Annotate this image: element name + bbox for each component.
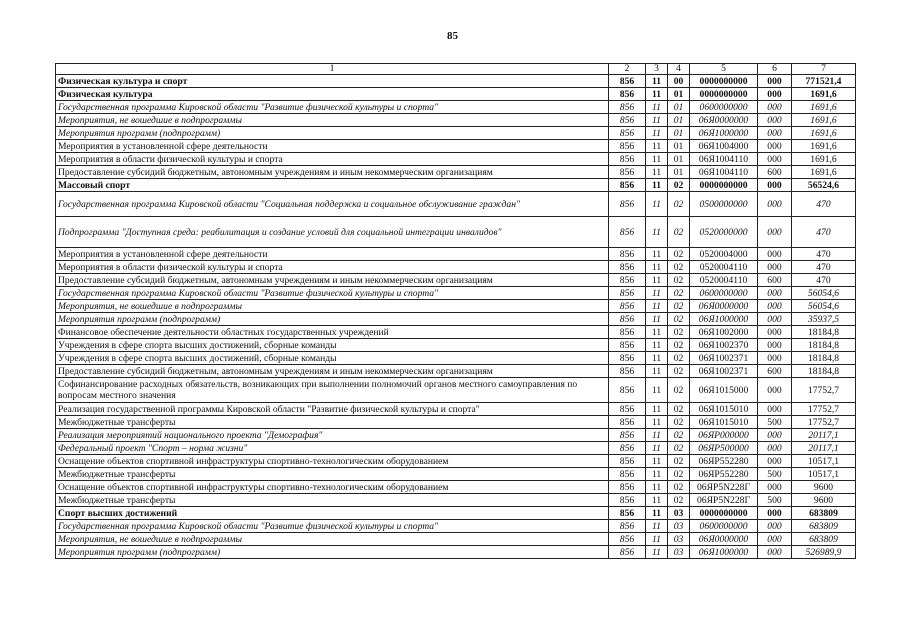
row-value-cell: 02 [668, 313, 690, 326]
row-value-cell: 470 [792, 274, 856, 287]
row-value-cell: 000 [758, 326, 792, 339]
row-name-cell: Учреждения в сфере спорта высших достижений, сборные команды [56, 339, 609, 352]
table-row [56, 287, 856, 300]
row-value-cell: 17752,7 [792, 378, 856, 403]
row-name-cell: Государственная программа Кировской области "Развитие физической культуры и спорта" [56, 101, 609, 114]
row-value-cell: 000 [758, 114, 792, 127]
row-value-cell: 000 [758, 140, 792, 153]
row-value-cell: 000 [758, 378, 792, 403]
row-value-cell: 000 [758, 127, 792, 140]
row-value-cell: 18184,8 [792, 339, 856, 352]
table-row [56, 520, 856, 533]
row-value-cell: 856 [609, 455, 646, 468]
row-value-cell: 856 [609, 468, 646, 481]
row-value-cell: 06Я0000000 [690, 114, 758, 127]
row-value-cell: 0520000000 [690, 217, 758, 248]
row-value-cell: 02 [668, 274, 690, 287]
table-row [56, 75, 856, 88]
row-value-cell: 01 [668, 88, 690, 101]
row-value-cell: 02 [668, 416, 690, 429]
row-value-cell: 000 [758, 481, 792, 494]
row-value-cell: 06Я1015010 [690, 403, 758, 416]
row-value-cell: 02 [668, 365, 690, 378]
row-value-cell: 10517,1 [792, 455, 856, 468]
row-name-cell: Межбюджетные трансферты [56, 416, 609, 429]
row-value-cell: 06Я1002371 [690, 352, 758, 365]
row-value-cell: 500 [758, 416, 792, 429]
row-value-cell: 01 [668, 114, 690, 127]
table-row [56, 326, 856, 339]
row-value-cell: 856 [609, 546, 646, 559]
row-value-cell: 02 [668, 378, 690, 403]
row-value-cell: 0600000000 [690, 101, 758, 114]
row-value-cell: 02 [668, 403, 690, 416]
row-value-cell: 470 [792, 248, 856, 261]
row-value-cell: 11 [646, 192, 668, 217]
row-value-cell: 856 [609, 365, 646, 378]
row-value-cell: 11 [646, 378, 668, 403]
table-row [56, 179, 856, 192]
row-value-cell: 11 [646, 153, 668, 166]
row-value-cell: 01 [668, 101, 690, 114]
row-value-cell: 06Я1004000 [690, 140, 758, 153]
row-value-cell: 856 [609, 217, 646, 248]
row-value-cell: 18184,8 [792, 365, 856, 378]
row-value-cell: 06ЯР552280 [690, 455, 758, 468]
row-value-cell: 02 [668, 339, 690, 352]
row-value-cell: 02 [668, 326, 690, 339]
row-value-cell: 06Я1015000 [690, 378, 758, 403]
row-value-cell: 11 [646, 416, 668, 429]
row-value-cell: 56054,6 [792, 287, 856, 300]
row-value-cell: 856 [609, 442, 646, 455]
row-name-cell: Реализация государственной программы Кировской области "Развитие физической культуры и спорта" [56, 403, 609, 416]
row-value-cell: 683809 [792, 507, 856, 520]
row-value-cell: 856 [609, 192, 646, 217]
row-value-cell: 856 [609, 127, 646, 140]
row-name-cell: Мероприятия в области физической культуры и спорта [56, 261, 609, 274]
row-value-cell: 000 [758, 507, 792, 520]
row-value-cell: 02 [668, 352, 690, 365]
row-value-cell: 470 [792, 192, 856, 217]
row-value-cell: 11 [646, 533, 668, 546]
row-value-cell: 06Я1004110 [690, 166, 758, 179]
row-value-cell: 000 [758, 429, 792, 442]
row-value-cell: 856 [609, 274, 646, 287]
row-name-cell: Мероприятия в установленной сфере деятельности [56, 140, 609, 153]
row-value-cell: 01 [668, 153, 690, 166]
row-value-cell: 02 [668, 300, 690, 313]
row-value-cell: 856 [609, 248, 646, 261]
row-value-cell: 01 [668, 140, 690, 153]
row-value-cell: 856 [609, 507, 646, 520]
row-value-cell: 856 [609, 179, 646, 192]
table-row [56, 217, 856, 248]
column-header: 2 [609, 64, 646, 75]
row-value-cell: 0000000000 [690, 88, 758, 101]
row-value-cell: 000 [758, 261, 792, 274]
table-row [56, 442, 856, 455]
row-value-cell: 500 [758, 468, 792, 481]
row-value-cell: 02 [668, 481, 690, 494]
row-value-cell: 02 [668, 287, 690, 300]
row-value-cell: 03 [668, 546, 690, 559]
row-value-cell: 17752,7 [792, 403, 856, 416]
row-value-cell: 600 [758, 365, 792, 378]
row-value-cell: 0000000000 [690, 179, 758, 192]
row-value-cell: 0520004110 [690, 274, 758, 287]
row-value-cell: 600 [758, 166, 792, 179]
row-value-cell: 856 [609, 429, 646, 442]
column-header: 4 [668, 64, 690, 75]
row-value-cell: 856 [609, 520, 646, 533]
table-row [56, 114, 856, 127]
row-value-cell: 856 [609, 101, 646, 114]
table-row [56, 365, 856, 378]
row-value-cell: 11 [646, 546, 668, 559]
row-value-cell: 000 [758, 352, 792, 365]
row-value-cell: 03 [668, 507, 690, 520]
row-value-cell: 02 [668, 494, 690, 507]
row-value-cell: 0000000000 [690, 75, 758, 88]
row-value-cell: 03 [668, 533, 690, 546]
row-value-cell: 02 [668, 248, 690, 261]
row-value-cell: 1691,6 [792, 153, 856, 166]
table-row [56, 248, 856, 261]
table-row [56, 166, 856, 179]
table-row [56, 416, 856, 429]
row-value-cell: 000 [758, 179, 792, 192]
row-value-cell: 856 [609, 494, 646, 507]
row-value-cell: 600 [758, 274, 792, 287]
row-value-cell: 000 [758, 153, 792, 166]
row-value-cell: 856 [609, 261, 646, 274]
row-value-cell: 11 [646, 101, 668, 114]
row-value-cell: 11 [646, 274, 668, 287]
row-value-cell: 06Я1000000 [690, 127, 758, 140]
row-name-cell: Мероприятия в области физической культуры и спорта [56, 153, 609, 166]
row-value-cell: 0500000000 [690, 192, 758, 217]
row-value-cell: 11 [646, 494, 668, 507]
table-row [56, 378, 856, 403]
table-row [56, 455, 856, 468]
row-value-cell: 1691,6 [792, 140, 856, 153]
row-value-cell: 18184,8 [792, 326, 856, 339]
row-name-cell: Мероприятия, не вошедшие в подпрограммы [56, 114, 609, 127]
row-value-cell: 02 [668, 442, 690, 455]
row-name-cell: Спорт высших достижений [56, 507, 609, 520]
row-name-cell: Физическая культура и спорт [56, 75, 609, 88]
row-value-cell: 11 [646, 326, 668, 339]
row-value-cell: 06ЯР5N228Г [690, 481, 758, 494]
table-row [56, 274, 856, 287]
table-row [56, 352, 856, 365]
page-number: 85 [447, 30, 458, 42]
table-row [56, 101, 856, 114]
row-value-cell: 856 [609, 339, 646, 352]
row-value-cell: 856 [609, 75, 646, 88]
table-body [56, 75, 856, 559]
row-value-cell: 06Я1000000 [690, 313, 758, 326]
row-value-cell: 56054,6 [792, 300, 856, 313]
row-value-cell: 02 [668, 217, 690, 248]
row-value-cell: 0000000000 [690, 507, 758, 520]
row-value-cell: 856 [609, 533, 646, 546]
row-value-cell: 01 [668, 127, 690, 140]
row-value-cell: 11 [646, 88, 668, 101]
row-value-cell: 10517,1 [792, 468, 856, 481]
row-value-cell: 06ЯР500000 [690, 442, 758, 455]
row-value-cell: 856 [609, 300, 646, 313]
row-value-cell: 000 [758, 533, 792, 546]
row-value-cell: 771521,4 [792, 75, 856, 88]
row-value-cell: 02 [668, 192, 690, 217]
row-name-cell: Государственная программа Кировской области "Развитие физической культуры и спорта" [56, 287, 609, 300]
row-value-cell: 06Я1000000 [690, 546, 758, 559]
column-header: 5 [690, 64, 758, 75]
row-value-cell: 1691,6 [792, 101, 856, 114]
row-value-cell: 9600 [792, 494, 856, 507]
row-name-cell: Мероприятия программ (подпрограмм) [56, 546, 609, 559]
table-row [56, 261, 856, 274]
row-name-cell: Межбюджетные трансферты [56, 494, 609, 507]
row-value-cell: 000 [758, 217, 792, 248]
row-value-cell: 11 [646, 287, 668, 300]
row-value-cell: 06Я1002371 [690, 365, 758, 378]
row-value-cell: 856 [609, 403, 646, 416]
row-value-cell: 11 [646, 140, 668, 153]
row-value-cell: 000 [758, 455, 792, 468]
row-value-cell: 11 [646, 468, 668, 481]
row-value-cell: 856 [609, 313, 646, 326]
row-value-cell: 000 [758, 192, 792, 217]
row-name-cell: Мероприятия, не вошедшие в подпрограммы [56, 300, 609, 313]
row-name-cell: Физическая культура [56, 88, 609, 101]
row-value-cell: 1691,6 [792, 127, 856, 140]
row-value-cell: 000 [758, 75, 792, 88]
row-value-cell: 11 [646, 248, 668, 261]
row-value-cell: 000 [758, 546, 792, 559]
row-value-cell: 856 [609, 166, 646, 179]
table-row [56, 468, 856, 481]
table-row [56, 127, 856, 140]
row-value-cell: 683809 [792, 533, 856, 546]
row-name-cell: Финансовое обеспечение деятельности областных государственных учреждений [56, 326, 609, 339]
row-value-cell: 856 [609, 287, 646, 300]
row-value-cell: 470 [792, 217, 856, 248]
table-row [56, 339, 856, 352]
row-name-cell: Массовый спорт [56, 179, 609, 192]
row-name-cell: Государственная программа Кировской области "Развитие физической культуры и спорта" [56, 520, 609, 533]
table-row [56, 153, 856, 166]
row-value-cell: 1691,6 [792, 166, 856, 179]
row-value-cell: 11 [646, 455, 668, 468]
row-name-cell: Мероприятия, не вошедшие в подпрограммы [56, 533, 609, 546]
row-value-cell: 11 [646, 365, 668, 378]
row-name-cell: Предоставление субсидий бюджетным, автономным учреждениям и иным некоммерческим организациям [56, 274, 609, 287]
row-value-cell: 06Я0000000 [690, 533, 758, 546]
row-name-cell: Реализация мероприятий национального проекта "Демография" [56, 429, 609, 442]
row-value-cell: 06Я1002000 [690, 326, 758, 339]
row-value-cell: 856 [609, 140, 646, 153]
table-row [56, 313, 856, 326]
row-value-cell: 9600 [792, 481, 856, 494]
row-value-cell: 000 [758, 300, 792, 313]
row-value-cell: 06Я1004110 [690, 153, 758, 166]
row-value-cell: 18184,8 [792, 352, 856, 365]
row-value-cell: 11 [646, 481, 668, 494]
row-value-cell: 01 [668, 166, 690, 179]
row-value-cell: 06Я0000000 [690, 300, 758, 313]
table-row [56, 88, 856, 101]
row-value-cell: 02 [668, 179, 690, 192]
row-name-cell: Государственная программа Кировской области "Социальная поддержка и социальное обслуживание граждан" [56, 192, 609, 217]
row-value-cell: 06ЯР000000 [690, 429, 758, 442]
row-value-cell: 11 [646, 520, 668, 533]
row-value-cell: 0600000000 [690, 520, 758, 533]
budget-table [55, 63, 856, 559]
row-value-cell: 000 [758, 403, 792, 416]
row-value-cell: 35937,5 [792, 313, 856, 326]
row-value-cell: 11 [646, 352, 668, 365]
row-value-cell: 1691,6 [792, 88, 856, 101]
table-row [56, 507, 856, 520]
row-name-cell: Учреждения в сфере спорта высших достижений, сборные команды [56, 352, 609, 365]
row-value-cell: 06ЯР5N228Г [690, 494, 758, 507]
row-value-cell: 000 [758, 101, 792, 114]
row-value-cell: 856 [609, 352, 646, 365]
row-value-cell: 06ЯР552280 [690, 468, 758, 481]
row-value-cell: 11 [646, 217, 668, 248]
column-header: 6 [758, 64, 792, 75]
row-value-cell: 0520004000 [690, 248, 758, 261]
row-value-cell: 17752,7 [792, 416, 856, 429]
row-value-cell: 000 [758, 442, 792, 455]
row-value-cell: 1691,6 [792, 114, 856, 127]
row-value-cell: 856 [609, 416, 646, 429]
row-name-cell: Мероприятия программ (подпрограмм) [56, 127, 609, 140]
row-value-cell: 0600000000 [690, 287, 758, 300]
row-value-cell: 000 [758, 248, 792, 261]
row-name-cell: Предоставление субсидий бюджетным, автономным учреждениям и иным некоммерческим организациям [56, 166, 609, 179]
row-value-cell: 02 [668, 455, 690, 468]
table-row [56, 300, 856, 313]
table-row [56, 533, 856, 546]
row-value-cell: 856 [609, 378, 646, 403]
row-value-cell: 02 [668, 261, 690, 274]
row-value-cell: 02 [668, 468, 690, 481]
row-value-cell: 856 [609, 114, 646, 127]
row-name-cell: Межбюджетные трансферты [56, 468, 609, 481]
row-name-cell: Федеральный проект "Спорт – норма жизни" [56, 442, 609, 455]
row-value-cell: 11 [646, 403, 668, 416]
row-value-cell: 11 [646, 300, 668, 313]
row-value-cell: 000 [758, 313, 792, 326]
row-value-cell: 11 [646, 429, 668, 442]
row-value-cell: 06Я1015010 [690, 416, 758, 429]
row-value-cell: 000 [758, 88, 792, 101]
row-value-cell: 20117,1 [792, 429, 856, 442]
row-value-cell: 11 [646, 179, 668, 192]
table-row [56, 140, 856, 153]
row-value-cell: 11 [646, 507, 668, 520]
row-value-cell: 11 [646, 442, 668, 455]
row-value-cell: 526989,9 [792, 546, 856, 559]
row-value-cell: 856 [609, 481, 646, 494]
column-header: 1 [56, 64, 609, 75]
row-value-cell: 11 [646, 313, 668, 326]
column-header: 3 [646, 64, 668, 75]
row-value-cell: 11 [646, 166, 668, 179]
table-row [56, 429, 856, 442]
row-value-cell: 11 [646, 75, 668, 88]
row-name-cell: Оснащение объектов спортивной инфраструктуры спортивно-технологическим оборудованием [56, 455, 609, 468]
row-name-cell: Предоставление субсидий бюджетным, автономным учреждениям и иным некоммерческим организациям [56, 365, 609, 378]
column-header: 7 [792, 64, 856, 75]
row-value-cell: 856 [609, 88, 646, 101]
row-name-cell: Подпрограмма "Доступная среда: реабилитация и создание условий для социальной интеграции инвалидов" [56, 217, 609, 248]
row-value-cell: 06Я1002370 [690, 339, 758, 352]
row-value-cell: 683809 [792, 520, 856, 533]
row-value-cell: 000 [758, 339, 792, 352]
row-value-cell: 000 [758, 520, 792, 533]
row-value-cell: 02 [668, 429, 690, 442]
table-row [56, 192, 856, 217]
row-value-cell: 20117,1 [792, 442, 856, 455]
table-header-row [56, 64, 856, 75]
table-row [56, 481, 856, 494]
table-row [56, 403, 856, 416]
row-name-cell: Мероприятия программ (подпрограмм) [56, 313, 609, 326]
row-value-cell: 11 [646, 114, 668, 127]
row-value-cell: 56524,6 [792, 179, 856, 192]
table-row [56, 494, 856, 507]
row-value-cell: 856 [609, 153, 646, 166]
row-value-cell: 0520004110 [690, 261, 758, 274]
row-value-cell: 11 [646, 127, 668, 140]
row-value-cell: 03 [668, 520, 690, 533]
row-value-cell: 500 [758, 494, 792, 507]
row-value-cell: 856 [609, 326, 646, 339]
row-value-cell: 00 [668, 75, 690, 88]
table-row [56, 546, 856, 559]
row-name-cell: Софинансирование расходных обязательств, возникающих при выполнении полномочий органов местного самоуправления по вопросам местного значения [56, 378, 609, 403]
row-value-cell: 11 [646, 339, 668, 352]
row-name-cell: Мероприятия в установленной сфере деятельности [56, 248, 609, 261]
row-name-cell: Оснащение объектов спортивной инфраструктуры спортивно-технологическим оборудованием [56, 481, 609, 494]
row-value-cell: 11 [646, 261, 668, 274]
row-value-cell: 470 [792, 261, 856, 274]
row-value-cell: 000 [758, 287, 792, 300]
